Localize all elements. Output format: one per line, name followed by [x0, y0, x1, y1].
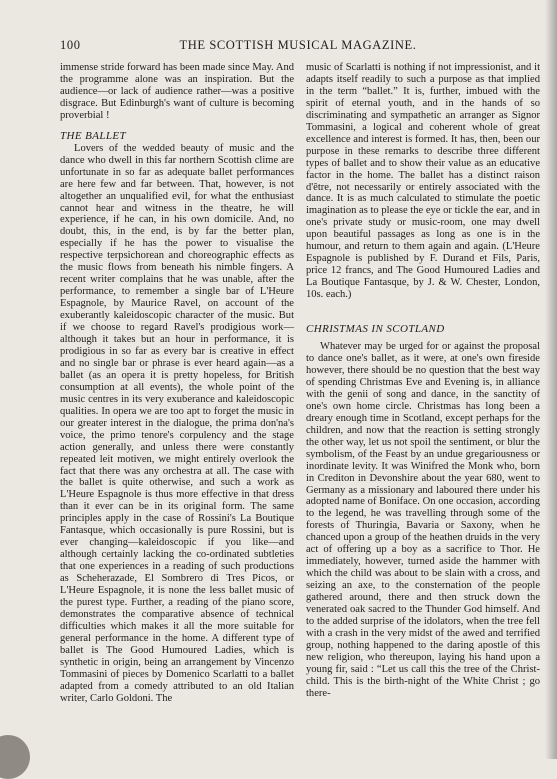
- christmas-paragraph: Whatever may be urged for or against the proposal to dance one's ballet, as it were, at one's own fireside however, there should be no question that the best way of spending Christmas Eve and Evening is, in alliance with the genii of song and dance, in the sanctity of one's own home circle. Christmas has long been a dreary enough time in Scotland, except perhaps for the children, and now that the reaction is setting strongly the other way, let us not spoil the sentiment, or blur the symbolism, of the Feast by an undue gregariousness or inordinate levity. It was Winifred the Monk who, born in Crediton in Devonshire about the year 680, went to Germany as a missionary and laboured there under his adopted name of Boniface. On one occasion, according to the legend, he was travelling through some of the forests of Thuringia, Bavaria or Saxony, when he chanced upon a group of the heathen druids in the very act of offering up a boy as a sacrifice to Thor. He immediately, however, turned aside the hammer with which the child was about to be slain with a cross, and seizing an axe, to the consternation of the people gathered around, there and then struck down the venerated oak sacred to the Thunder God himself. And to the added surprise of the idolators, when the tree fell with a crash in the very midst of the awed and terrified group, nothing happened to the daring apostle of this new religion, who thereupon, laying his hand upon a young fir, said : “Let us call this the tree of the Christ-child. This is the birth-night of the White Christ ; go there-: [306, 341, 540, 699]
- section-heading-christmas: CHRISTMAS IN SCOTLAND: [306, 323, 445, 336]
- page-header: [60, 38, 536, 56]
- running-head: THE SCOTTISH MUSICAL MAGAZINE.: [179, 38, 417, 52]
- intro-paragraph: immense stride forward has been made since May. And the programme alone was an inspiration. But the audience—or lack of audience rather—was a positive disgrace. But Edinburgh's want of culture is becoming proverbial !: [60, 62, 294, 121]
- continued-paragraph: music of Scarlatti is nothing if not impressionist, and it adapts itself readily to such a purpose as that implied in the term “ballet.” It is, further, imbued with the spirit of eternal youth, and in the hands of so discriminating and sympathetic an arranger as Signor Tommasini, a logical and coherent whole of great excellence and interest is formed. It has, then, been our purpose in these remarks to describe three different types of ballet and to show their value as an educative factor in the home. The ballet has a distinct raison d'être, not necessarily or entirely associated with the dance. It is as much calculated to stimulate the poetic imagination as to please the eye or tickle the ear, and in one's private study or music-room, one may dwell upon beautiful passages as long as one is in the humour, and return to them again and again. (L'Heure Espagnole is published by F. Durand et Fils, Paris, price 12 francs, and The Good Humoured Ladies and La Boutique Fantasque, by J. & W. Chester, London, 10s. each.): [306, 62, 540, 301]
- ballet-paragraph: Lovers of the wedded beauty of music and the dance who dwell in this far northern Scottish clime are unfortunate in so far as adequate ballet performances are here few and far between. That, however, is not altogether an unqualified evil, for what the enthusiast cannot hear and witness in the theatre, he will experience, if he can, in his own domicile. And, no doubt, this, in the end, is by far the better plan, especially if he has the power to visualise the respective terpsichorean and choreographic effects as the music flows from beneath his nimble fingers. A recent writer complains that he was unable, after the performance, to remember a single bar of L'Heure Espagnole, by Maurice Ravel, on account of the exuberantly kaleidoscopic character of the music. But if we choose to regard Ravel's prodigious work—although it takes but an hour in performance, it is prodigious in so far as every bar is creative in effect and no single bar or phrase is ever heard again—as a ballet (as an opera it is pretty hopeless, for British consumption at all events), the whole point of the music centres in its very exuberance and kaleidoscopic qualities. In opera we are too apt to forget the music in our greater interest in the dialogue, the prima don'na's voice, the primo tenore's corpulency and the stage action generally, and unless there were constantly repeated leit motiven, we might entirely overlook the fact that there was any orchestra at all. The case with the ballet is quite otherwise, and such a work as L'Heure Espagnole is thus more effective in that dress than it ever can be in its original form. The same principles apply in the case of Rossini's La Boutique Fantasque, which occasionally is pure Rossini, but is ever changing—kaleidoscopic if you like—and although certainly lacking the co-ordinated subtleties that one experiences in a reading of such productions as Scheherazade, El Sombrero di Tres Picos, or L'Heure Espagnole, it is none the less ballet music of the purest type. Further, a reading of the piano score, demonstrates the comparative absence of technical difficulties which makes it all the more suitable for general performance in the home. A different type of ballet is The Good Humoured Ladies, which is synthetic in origin, being an arrangement by Vincenzo Tommasini of pieces by Domenico Scarlatti to a ballet adapted from a comedy attributed to an old Italian writer, Carlo Goldoni. The: [60, 142, 294, 704]
- left-column: [60, 62, 294, 705]
- page-edge-shadow: [545, 0, 557, 759]
- page-number: 100: [60, 38, 81, 52]
- section-heading-ballet: THE BALLET: [60, 129, 127, 142]
- right-column: [306, 62, 540, 700]
- page-corner-shadow: [0, 735, 30, 779]
